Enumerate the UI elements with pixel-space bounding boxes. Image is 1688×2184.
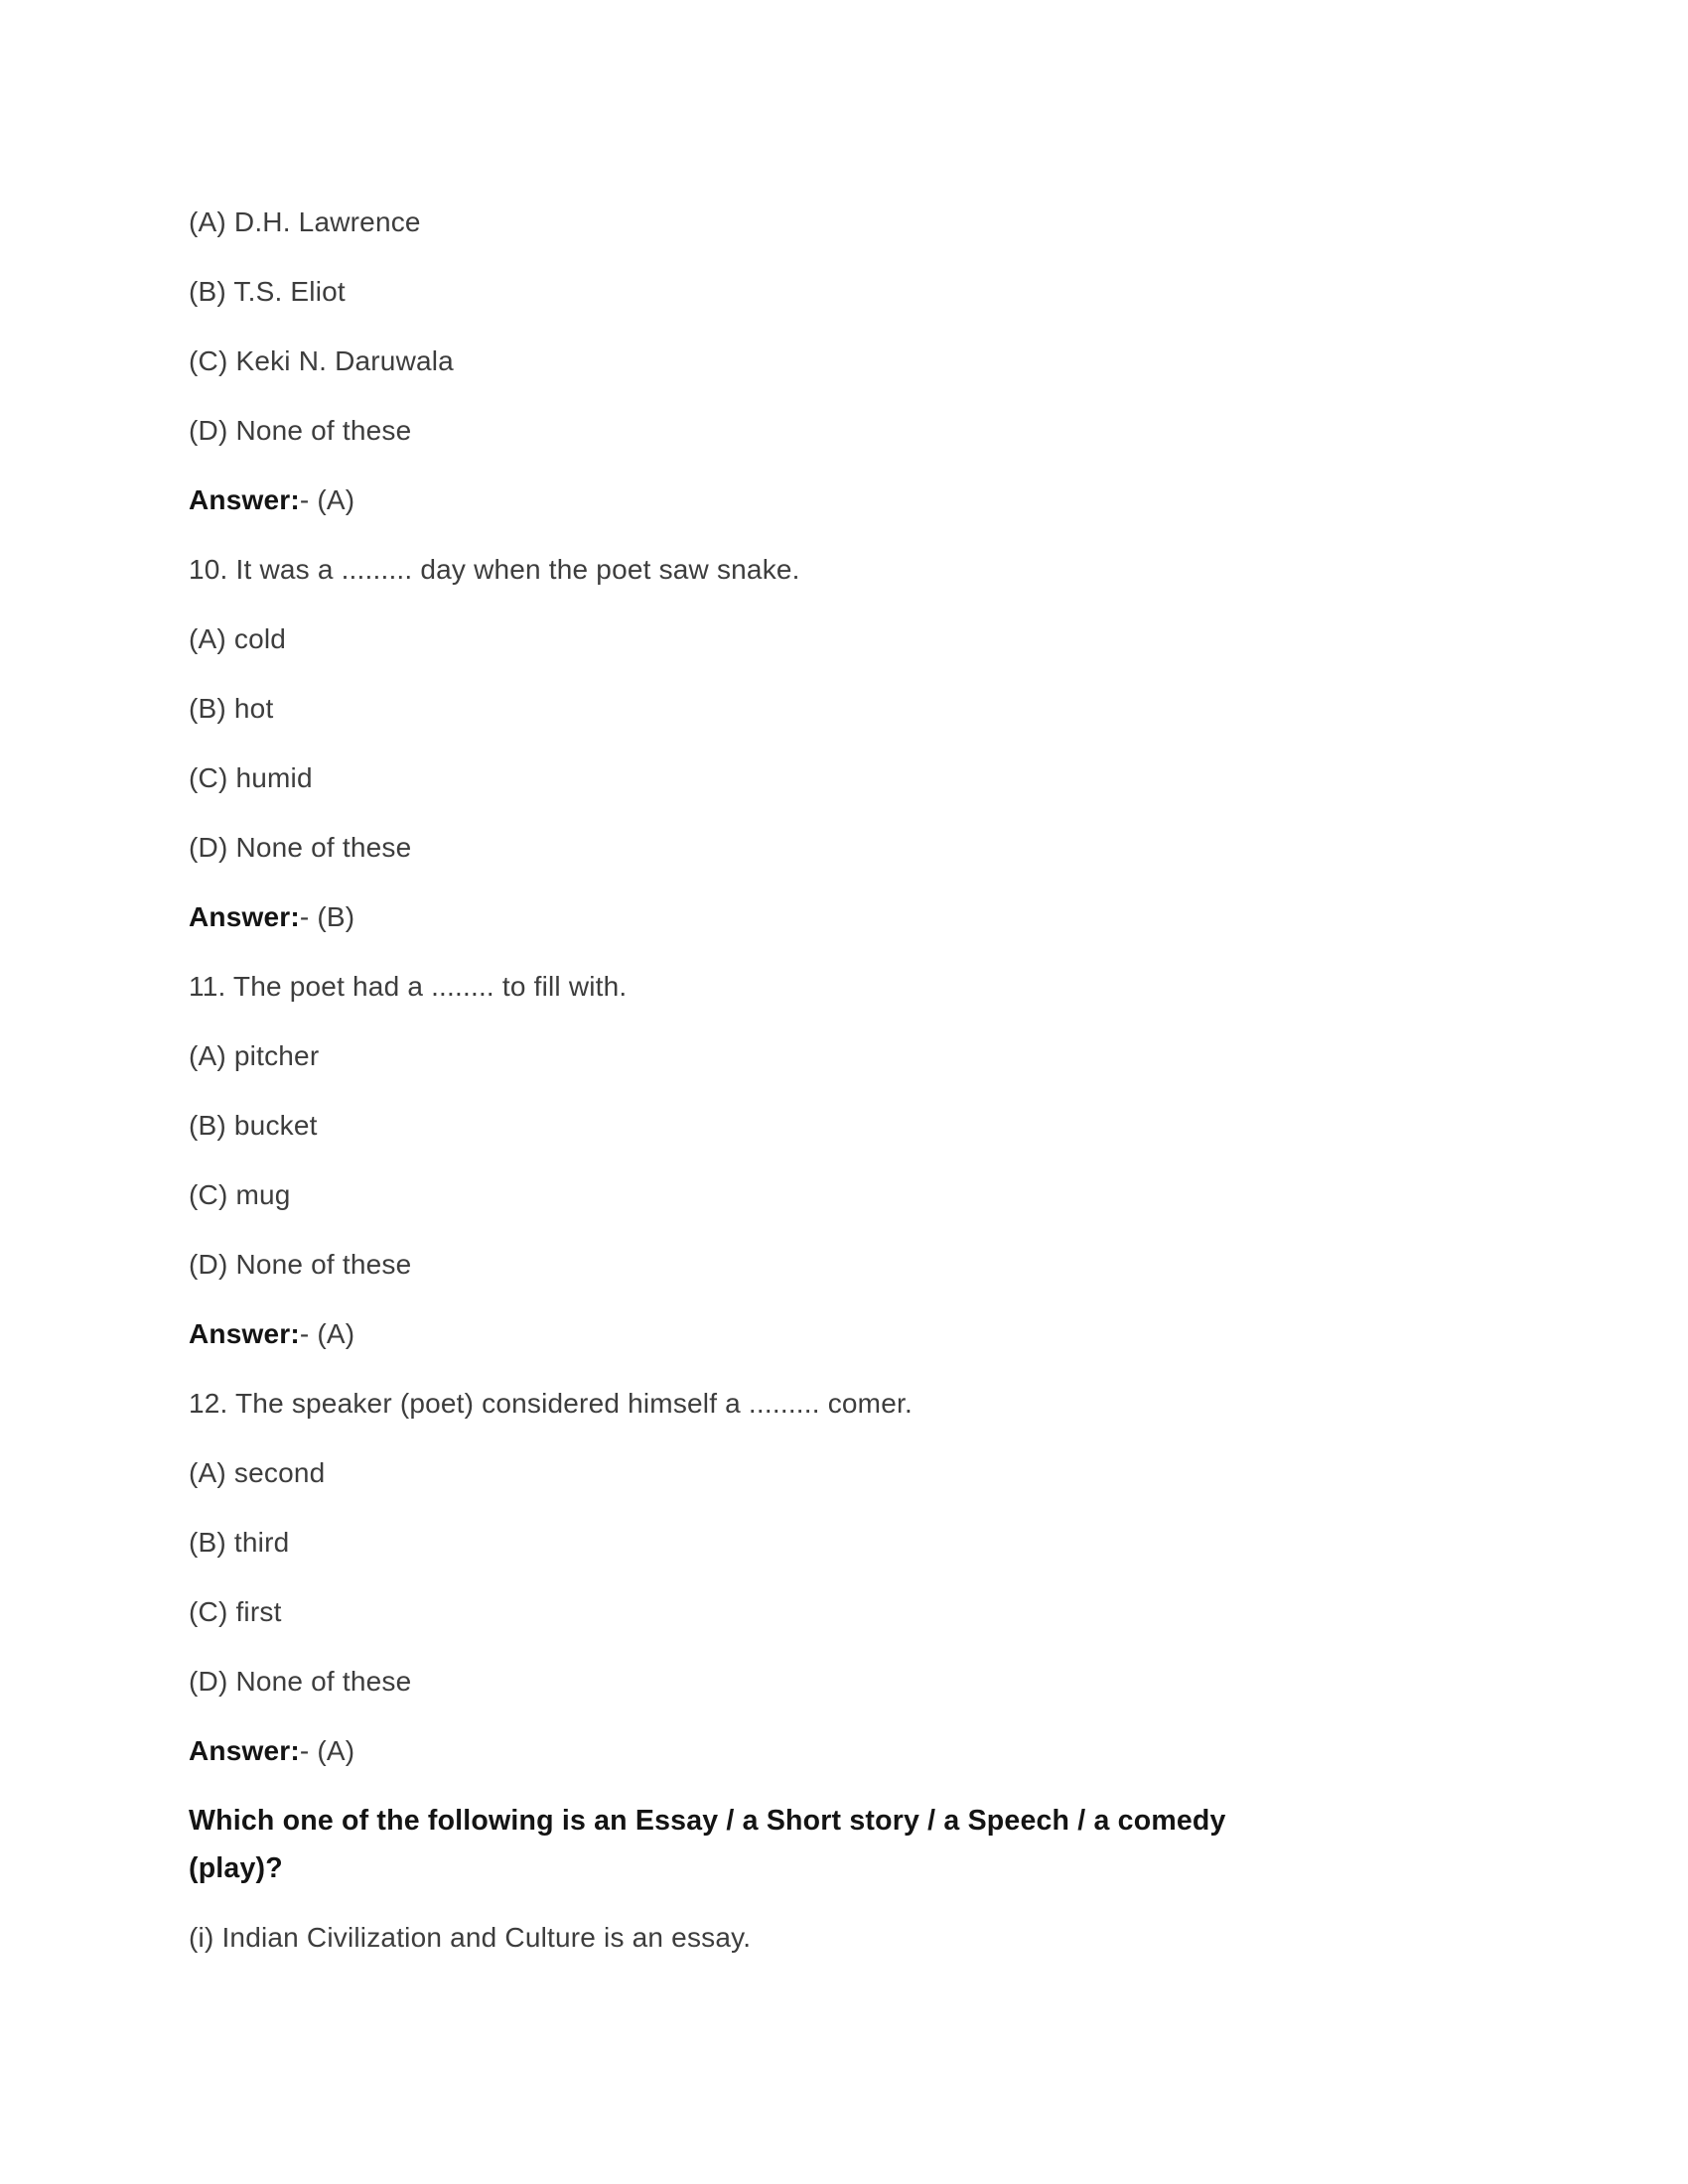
option-a-q10: (A) cold <box>189 623 287 654</box>
option-a-q12: (A) second <box>189 1457 326 1488</box>
answer-label: Answer: <box>189 484 300 515</box>
answer-value: - (A) <box>299 484 355 515</box>
question-10: 10. It was a ......... day when the poet saw snake. <box>189 554 800 585</box>
option-c-q9: (C) Keki N. Daruwala <box>189 345 454 376</box>
option-b-q9: (B) T.S. Eliot <box>189 276 346 307</box>
option-b-q11: (B) bucket <box>189 1110 318 1141</box>
answer-q12 <box>189 1727 1499 1775</box>
option-c-q12: (C) first <box>189 1596 282 1627</box>
item-i: (i) Indian Civilization and Culture is an essay. <box>189 1922 752 1953</box>
answer-q11 <box>189 1310 1499 1358</box>
answer-q9 <box>189 477 1499 524</box>
answer-label: Answer: <box>189 901 300 932</box>
answer-label: Answer: <box>189 1318 300 1349</box>
section-heading-line-1: Which one of the following is an Essay / a Short story / a Speech / a comedy <box>189 1805 1226 1837</box>
option-a-q11: (A) pitcher <box>189 1040 320 1071</box>
answer-value: - (A) <box>299 1318 355 1349</box>
question-11: 11. The poet had a ........ to fill with. <box>189 971 628 1002</box>
option-d-q9: (D) None of these <box>189 415 412 446</box>
option-b-q12: (B) third <box>189 1527 290 1558</box>
option-d-q10: (D) None of these <box>189 832 412 863</box>
document-content <box>189 199 1499 1983</box>
option-c-q11: (C) mug <box>189 1179 291 1210</box>
option-c-q10: (C) humid <box>189 762 313 793</box>
answer-value: - (B) <box>299 901 355 932</box>
option-a-q9: (A) D.H. Lawrence <box>189 206 421 237</box>
question-12: 12. The speaker (poet) considered himself a ......... comer. <box>189 1388 913 1419</box>
option-d-q12: (D) None of these <box>189 1666 412 1697</box>
answer-q10 <box>189 893 1499 941</box>
answer-value: - (A) <box>299 1735 355 1766</box>
option-d-q11: (D) None of these <box>189 1249 412 1280</box>
section-heading <box>189 1797 1499 1892</box>
option-b-q10: (B) hot <box>189 693 274 724</box>
answer-label: Answer: <box>189 1735 300 1766</box>
section-heading-line-2: (play)? <box>189 1852 283 1884</box>
